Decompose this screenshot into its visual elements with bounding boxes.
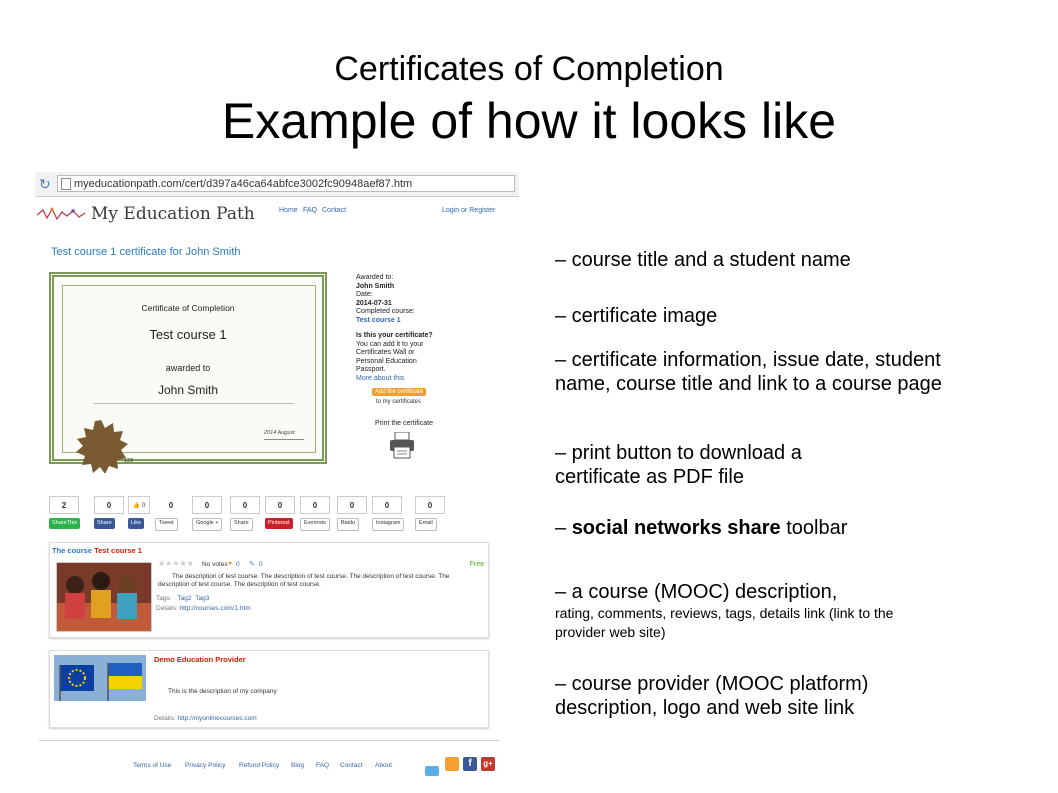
course-description: The description of test course. The description of test course. The description of test course. The description of test course. The description of test course. — [158, 573, 450, 588]
note-social-dash: – — [555, 517, 572, 539]
facebook-share-button[interactable]: Share — [94, 518, 115, 529]
awarded-label: Awarded to: — [356, 274, 394, 281]
linkedin-share-button[interactable]: Share — [230, 518, 253, 531]
awarded-value: John Smith — [356, 282, 395, 290]
pinterest-button[interactable]: Pinterest — [265, 518, 293, 529]
add-certificate-button[interactable]: Add the certificate — [372, 388, 426, 396]
nav-home[interactable]: Home — [279, 207, 298, 214]
nav-contact[interactable]: Contact — [322, 207, 347, 214]
share-count: 0 — [415, 496, 445, 514]
rating-stars-icon[interactable]: ★★★★★ — [158, 559, 194, 568]
certificate-student: John Smith — [157, 383, 219, 397]
twitter-icon[interactable] — [425, 766, 439, 776]
note-social-toolbar — [555, 516, 1035, 540]
course-details — [156, 605, 251, 613]
share-count: 0 — [94, 496, 124, 514]
browser-toolbar — [35, 172, 519, 197]
note-social-rest: toolbar — [780, 517, 848, 539]
course-link[interactable]: Test course 1 — [356, 316, 401, 324]
baidu-button[interactable]: Baidu — [337, 518, 359, 531]
footer-blog[interactable]: Blog — [291, 762, 305, 769]
course-label: Completed course: — [356, 308, 415, 315]
course-prefix: The course — [52, 546, 93, 555]
provider-details-link[interactable]: http://myonlinecourses.com — [177, 715, 257, 722]
googleplus-button[interactable]: Google + — [192, 518, 222, 531]
course-name-link[interactable]: Test course 1 — [94, 546, 142, 555]
reload-icon[interactable]: ↻ — [39, 176, 51, 192]
add-suffix: to my certificates — [376, 399, 422, 405]
note-print-button: – print button to download a certificate as PDF file — [555, 442, 802, 488]
course-panel — [49, 542, 489, 638]
note-course-main: – a course (MOOC) description, — [555, 581, 838, 603]
seal-icon — [74, 419, 128, 473]
date-underline — [264, 439, 304, 440]
details-label: Details: — [154, 715, 176, 722]
details-link[interactable]: http://courses.com/1.htm — [179, 605, 251, 612]
provider-name-link[interactable]: Demo Education Provider — [154, 655, 246, 664]
certificate-number: 123 — [124, 458, 134, 464]
share-count: 0 — [230, 496, 260, 514]
printer-icon[interactable] — [389, 432, 415, 460]
students-photo-icon — [57, 563, 151, 631]
question-text: Is this your certificate? — [356, 332, 433, 339]
comments-icon[interactable]: ● — [228, 560, 233, 567]
date-label: Date: — [356, 291, 373, 298]
course-image — [56, 562, 152, 632]
reviews-icon[interactable]: ✎ — [249, 561, 255, 568]
address-bar[interactable] — [57, 175, 515, 192]
url-text: myeducationpath.com/cert/d397a46ca64abfce3002fc90948aef87.htm — [74, 178, 413, 190]
instagram-button[interactable]: Instagram — [372, 518, 404, 531]
note-course-title: – course title and a student name — [555, 249, 851, 271]
certificate-image — [49, 272, 327, 464]
note-course-description — [555, 580, 1035, 642]
date-value: 2014-07-31 — [356, 299, 392, 307]
reviews-count[interactable]: 0 — [259, 561, 263, 568]
note-social-bold: social networks share — [571, 517, 781, 539]
provider-details — [154, 715, 257, 723]
website-screenshot — [35, 172, 519, 782]
evernote-button[interactable]: Evernote — [300, 518, 330, 531]
footer-divider — [39, 740, 499, 741]
provider-panel — [49, 650, 489, 728]
note-certificate-info: – certificate information, issue date, student name, course title and link to a course page — [555, 349, 942, 395]
tags-label: Tags: — [156, 595, 172, 602]
more-about-link[interactable]: More about this — [356, 374, 405, 382]
footer-terms[interactable]: Terms of Use — [133, 762, 172, 769]
facebook-like-button[interactable]: Like — [128, 518, 144, 529]
add-certificate-group — [372, 380, 426, 405]
certificate-title: Certificate of Completion — [141, 303, 235, 313]
note-certificate-image: – certificate image — [555, 305, 718, 327]
slide-title: Certificates of Completion — [334, 50, 724, 88]
footer-privacy[interactable]: Privacy Policy — [185, 762, 226, 769]
note-course-small: rating, comments, reviews, tags, details link (link to the provider web site) — [555, 605, 894, 640]
price-badge: Free — [469, 561, 484, 568]
tweet-button[interactable]: Tweet — [155, 518, 178, 531]
provider-description: This is the description of my company — [168, 688, 277, 695]
share-count: 0 — [372, 496, 402, 514]
details-label: Details: — [156, 605, 178, 612]
footer-faq[interactable]: FAQ — [316, 762, 330, 769]
share-count: 2 — [49, 496, 79, 514]
logo-wave-icon — [37, 207, 89, 221]
certificate-awarded-to: awarded to — [165, 363, 211, 373]
share-count: 0 — [265, 496, 295, 514]
share-count: 0 — [337, 496, 367, 514]
explanation-text: You can add it to your Certificates Wall or Personal Education Passport. — [356, 340, 424, 373]
share-count: 0 — [300, 496, 330, 514]
note-provider: – course provider (MOOC platform) description, logo and web site link — [555, 673, 869, 719]
certificate-info — [356, 274, 415, 325]
provider-logo — [54, 655, 146, 701]
print-label: Print the certificate — [375, 420, 433, 427]
course-panel-title — [52, 546, 142, 555]
course-tags — [156, 595, 209, 603]
comments-count[interactable]: 0 — [236, 561, 240, 568]
page-icon — [61, 178, 71, 190]
email-button[interactable]: Email — [415, 518, 437, 531]
share-count: 0 — [192, 496, 222, 514]
rss-icon[interactable] — [445, 757, 459, 771]
login-link[interactable]: Login or Register — [442, 207, 496, 214]
certificate-question — [356, 332, 444, 383]
nav-faq[interactable]: FAQ — [303, 207, 318, 214]
certificate-date: 2014 August — [264, 430, 295, 436]
like-count: 👍 0 — [128, 496, 150, 514]
share-count: 0 — [157, 496, 185, 514]
tag-link[interactable]: Tag3 — [195, 595, 210, 602]
googleplus-icon[interactable]: g+ — [481, 757, 495, 771]
tag-link[interactable]: Tag2 — [177, 595, 192, 602]
like-count-value: 0 — [141, 503, 146, 509]
flags-image-icon — [54, 655, 146, 701]
facebook-icon[interactable]: f — [463, 757, 477, 771]
footer-about[interactable]: About — [375, 762, 392, 769]
site-logo[interactable]: My Education Path — [91, 204, 255, 224]
certificate-course: Test course 1 — [149, 327, 227, 342]
slide-subtitle: Example of how it looks like — [221, 93, 837, 149]
certificate-heading: Test course 1 certificate for John Smith — [51, 246, 241, 258]
votes-text: No votes — [202, 561, 228, 568]
footer-refund[interactable]: Refund Policy — [239, 762, 280, 769]
sharethis-button[interactable]: ShareThis — [49, 518, 80, 529]
certificate-line — [94, 403, 294, 404]
footer-contact[interactable]: Contact — [340, 762, 363, 769]
